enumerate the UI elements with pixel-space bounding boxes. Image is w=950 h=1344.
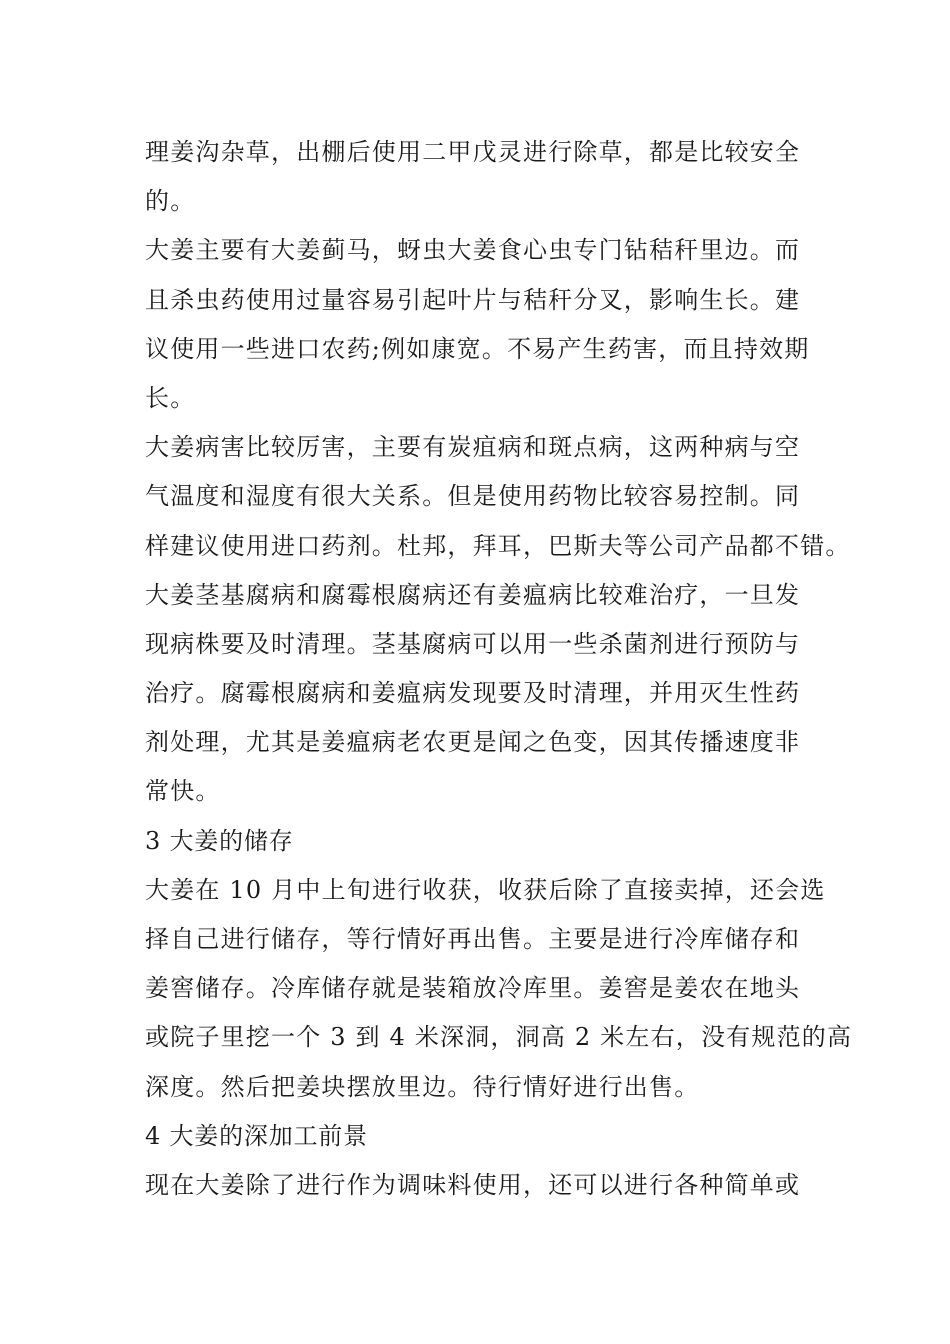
text-line: 治疗。腐霉根腐病和姜瘟病发现要及时清理，并用灭生性药 <box>145 679 801 708</box>
text-line: 深度。然后把姜块摆放里边。待行情好进行出售。 <box>145 1072 700 1101</box>
text-line: 剂处理，尤其是姜瘟病老农更是闻之色变，因其传播速度非 <box>145 728 801 757</box>
text-line: 议使用一些进口农药;例如康宽。不易产生药害，而且持效期 <box>145 334 810 363</box>
text-line: 现病株要及时清理。茎基腐病可以用一些杀菌剂进行预防与 <box>145 629 801 658</box>
text-line: 大姜主要有大姜蓟马，蚜虫大姜食心虫专门钻秸秆里边。而 <box>145 236 801 265</box>
text-line: 气温度和湿度有很大关系。但是使用药物比较容易控制。同 <box>145 482 801 511</box>
document-body <box>145 128 853 1210</box>
text-line: 样建议使用进口药剂。杜邦，拜耳，巴斯夫等公司产品都不错。 <box>145 531 851 560</box>
text-line: 择自己进行储存，等行情好再出售。主要是进行冷库储存和 <box>145 925 801 953</box>
text-line: 现在大姜除了进行作为调味料使用，还可以进行各种简单或 <box>145 1170 801 1199</box>
text-line: 长。 <box>145 383 196 412</box>
text-line: 大姜茎基腐病和腐霉根腐病还有姜瘟病比较难治疗，一旦发 <box>145 580 801 609</box>
section-heading: 4 大姜的深加工前景 <box>145 1121 368 1150</box>
text-line: 姜窖储存。冷库储存就是装箱放冷库里。姜窖是姜农在地头 <box>145 974 801 1003</box>
text-line: 大姜在 10 月中上旬进行收获，收获后除了直接卖掉，还会选 <box>145 875 826 904</box>
text-line: 大姜病害比较厉害，主要有炭疽病和斑点病，这两种病与空 <box>145 433 801 462</box>
text-line: 的。 <box>145 187 196 216</box>
text-line: 且杀虫药使用过量容易引起叶片与秸秆分叉，影响生长。建 <box>145 285 801 314</box>
text-line: 常快。 <box>145 777 221 806</box>
text-line: 或院子里挖一个 3 到 4 米深洞，洞高 2 米左右，没有规范的高 <box>145 1023 853 1052</box>
section-heading: 3 大姜的储存 <box>145 826 294 855</box>
text-line: 理姜沟杂草，出棚后使用二甲戊灵进行除草，都是比较安全 <box>145 138 801 166</box>
